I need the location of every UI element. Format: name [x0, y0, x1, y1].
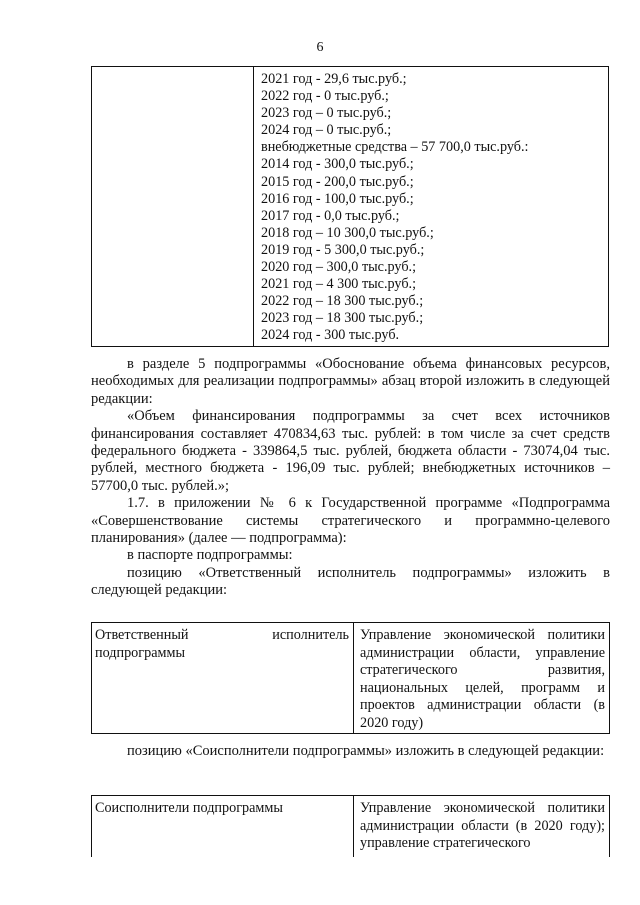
funding-table-values-cell [254, 67, 608, 346]
funding-line: 2021 год - 29,6 тыс.руб.; [261, 71, 407, 87]
co-executors-label: Соисполнители подпрограммы [95, 800, 283, 816]
co-executors-label-cell [92, 796, 354, 857]
funding-line: 2014 год - 300,0 тыс.руб.; [261, 156, 414, 173]
section5-instruction-paragraph: в разделе 5 подпрограммы «Обоснование объема финансовых ресурсов, необходимых для реализации подпрограммы» абзац второй изложить в следующей редакции: [91, 356, 610, 407]
funding-line: 2024 год - 300 тыс.руб. [261, 327, 400, 344]
co-executors-intro [91, 743, 610, 760]
body-text [91, 356, 610, 600]
responsible-executor-label-cell [92, 623, 354, 733]
funding-line: 2024 год – 0 тыс.руб.; [261, 122, 392, 139]
funding-table [91, 66, 609, 347]
funding-line: 2023 год – 0 тыс.руб.; [261, 105, 392, 122]
co-executors-table [91, 795, 610, 857]
funding-table-label-cell [92, 67, 254, 346]
funding-line: 2015 год - 200,0 тыс.руб.; [261, 173, 414, 190]
responsible-position-paragraph: позицию «Ответственный исполнитель подпрограммы» изложить в следующей редакции: [91, 564, 610, 599]
funding-line: 2023 год – 18 300 тыс.руб.; [261, 310, 424, 327]
passport-paragraph: в паспорте подпрограммы: [127, 547, 293, 564]
funding-line: 2021 год – 4 300 тыс.руб.; [261, 276, 417, 293]
funding-line: 2022 год – 18 300 тыс.руб.; [261, 293, 424, 310]
funding-line: 2022 год - 0 тыс.руб.; [261, 88, 389, 105]
funding-volume-paragraph: «Объем финансирования подпрограммы за счет всех источников финансирования составляет 470834,63 тыс. рублей: в том числе за счет средств федерального бюджета - 339864,5 тыс. рублей, бюджета области - 73074,04 тыс. рублей, местного бюджета - 196,09 тыс. рублей; внебюджетных источников – 57700,0 тыс. рублей.»; [91, 408, 610, 494]
appendix6-paragraph: 1.7. в приложении № 6 к Государственной программе «Подпрограмма «Совершенствование системы стратегического и программно-целевого планирования» (далее — подпрограмма): [91, 495, 610, 547]
funding-line: внебюджетные средства – 57 700,0 тыс.руб.: [261, 139, 529, 156]
funding-line: 2016 год - 100,0 тыс.руб.; [261, 190, 414, 207]
funding-line: 2020 год – 300,0 тыс.руб.; [261, 259, 417, 276]
responsible-executor-value: Управление экономической политики администрации области, управление стратегического развития, национальных целей, программ и проектов администрации области (в 2020 году) [360, 627, 605, 731]
responsible-executor-value-cell [354, 623, 609, 733]
funding-line: 2019 год - 5 300,0 тыс.руб.; [261, 241, 425, 258]
co-executors-value: Управление экономической политики администрации области (в 2020 году); управление стратегического [360, 800, 605, 852]
funding-line: 2017 год - 0,0 тыс.руб.; [261, 207, 400, 224]
co-executors-intro-paragraph: позицию «Соисполнители подпрограммы» изложить в следующей редакции: [127, 743, 605, 759]
page-number: 6 [316, 40, 324, 55]
co-executors-value-cell [354, 796, 609, 857]
funding-line: 2018 год – 10 300,0 тыс.руб.; [261, 224, 434, 241]
responsible-executor-table [91, 622, 610, 734]
responsible-executor-label: Ответственный исполнитель подпрограммы [95, 627, 349, 661]
